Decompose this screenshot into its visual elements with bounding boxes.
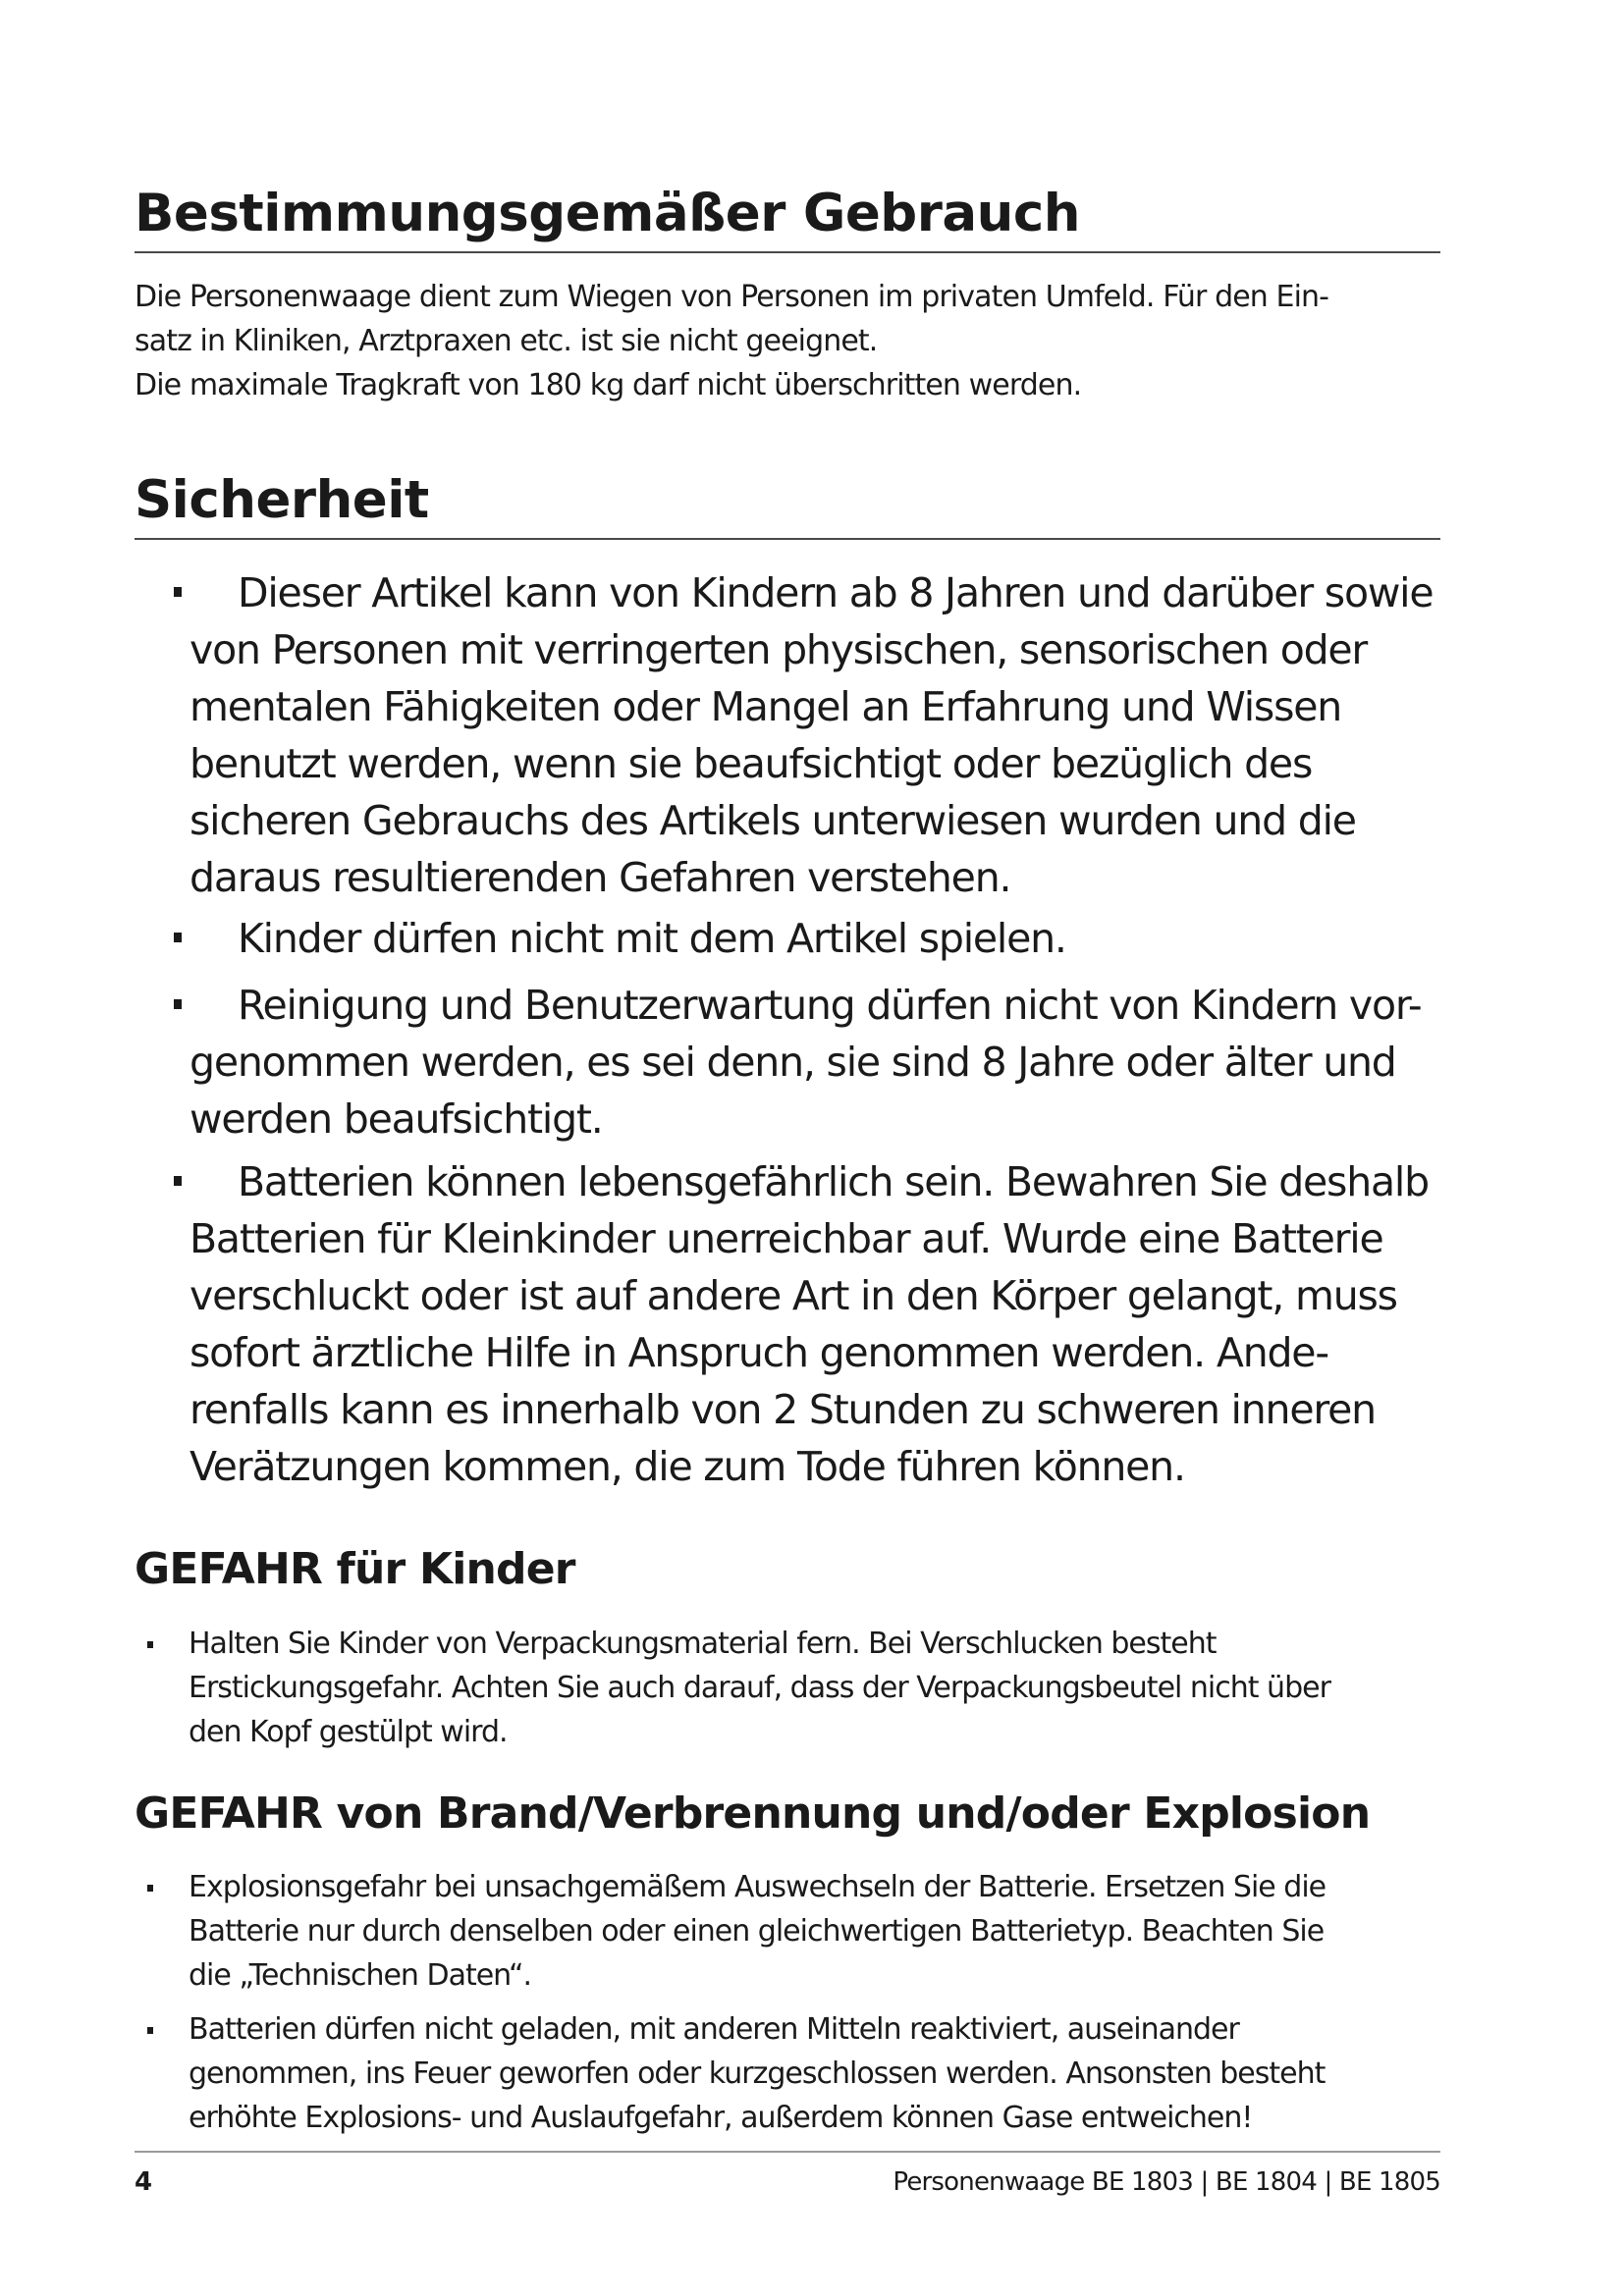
fire-danger-list-item [135,2007,1450,2140]
bullet-icon [174,587,182,597]
text-line: werden beaufsichtigt. [189,1095,603,1143]
heading-intended-use: Bestimmungsgemäßer Gebrauch [135,183,1440,253]
text-line: Batterien für Kleinkinder unerreichbar auf. Wurde eine Batterie [189,1215,1383,1262]
children-danger-list [135,1622,1450,1754]
text-line: den Kopf gestülpt wird. [189,1715,508,1749]
text-line: Kinder dürfen nicht mit dem Artikel spielen. [238,915,1066,962]
text-line: genommen werden, es sei denn, sie sind 8 Jahre oder älter und [189,1039,1396,1086]
text-line: renfalls kann es innerhalb von 2 Stunden zu schweren inneren [189,1386,1376,1433]
bullet-icon [147,1885,153,1892]
text-line: die „Technischen Daten“. [189,1958,532,1993]
text-line: Reinigung und Benutzerwartung dürfen nicht von Kindern vor- [238,982,1422,1029]
text-line: daraus resultierenden Gefahren verstehen. [189,854,1011,901]
text-line: Die maximale Tragkraft von 180 kg darf nicht überschritten werden. [135,368,1082,402]
bullet-icon [147,1641,153,1648]
fire-danger-list [135,1865,1450,2140]
bullet-icon [174,1176,182,1186]
footer-product-title: Personenwaage BE 1803 | BE 1804 | BE 1805 [893,2167,1440,2197]
safety-list [135,564,1499,1495]
heading-fire-danger: GEFAHR von Brand/Verbrennung und/oder Explosion [135,1789,1371,1839]
text-line: Explosionsgefahr bei unsachgemäßem Auswechseln der Batterie. Ersetzen Sie die [189,1870,1326,1904]
children-danger-list-item [135,1622,1450,1754]
text-line: Dieser Artikel kann von Kindern ab 8 Jahren und darüber sowie [238,569,1434,616]
safety-list-item [135,564,1499,906]
text-line: Erstickungsgefahr. Achten Sie auch darauf, dass der Verpackungsbeutel nicht über [189,1671,1330,1705]
text-line: Verätzungen kommen, die zum Tode führen können. [189,1443,1185,1490]
safety-list-item [135,910,1499,967]
footer-divider [135,2151,1440,2153]
text-line: mentalen Fähigkeiten oder Mangel an Erfahrung und Wissen [189,683,1342,730]
text-line: Batterien dürfen nicht geladen, mit anderen Mitteln reaktiviert, auseinander [189,2012,1239,2047]
bullet-icon [174,999,182,1009]
fire-danger-list-item [135,1865,1450,1998]
safety-list-item [135,977,1499,1148]
heading-children-danger: GEFAHR für Kinder [135,1544,575,1594]
text-line: satz in Kliniken, Arztpraxen etc. ist sie nicht geeignet. [135,324,878,358]
text-line: erhöhte Explosions- und Auslaufgefahr, außerdem können Gase entweichen! [189,2101,1253,2135]
safety-list-item [135,1153,1499,1495]
text-line: benutzt werden, wenn sie beaufsichtigt oder bezüglich des [189,740,1313,787]
text-line: Halten Sie Kinder von Verpackungsmaterial fern. Bei Verschlucken besteht [189,1627,1217,1661]
text-line: von Personen mit verringerten physischen, sensorischen oder [189,626,1368,673]
text-line: Batterie nur durch denselben oder einen gleichwertigen Batterietyp. Beachten Sie [189,1914,1325,1949]
text-line: Batterien können lebensgefährlich sein. Bewahren Sie deshalb [238,1158,1429,1205]
text-line: verschluckt oder ist auf andere Art in den Körper gelangt, muss [189,1272,1397,1319]
text-line: genommen, ins Feuer geworfen oder kurzgeschlossen werden. Ansonsten besteht [189,2056,1326,2091]
intended-use-paragraph [135,275,1440,407]
bullet-icon [147,2027,153,2034]
text-line: Die Personenwaage dient zum Wiegen von Personen im privaten Umfeld. Für den Ein- [135,280,1329,314]
text-line: sicheren Gebrauchs des Artikels unterwiesen wurden und die [189,797,1356,844]
bullet-icon [174,933,182,942]
text-line: sofort ärztliche Hilfe in Anspruch genommen werden. Ande- [189,1329,1328,1376]
heading-safety: Sicherheit [135,469,1440,540]
page-number: 4 [135,2167,153,2197]
